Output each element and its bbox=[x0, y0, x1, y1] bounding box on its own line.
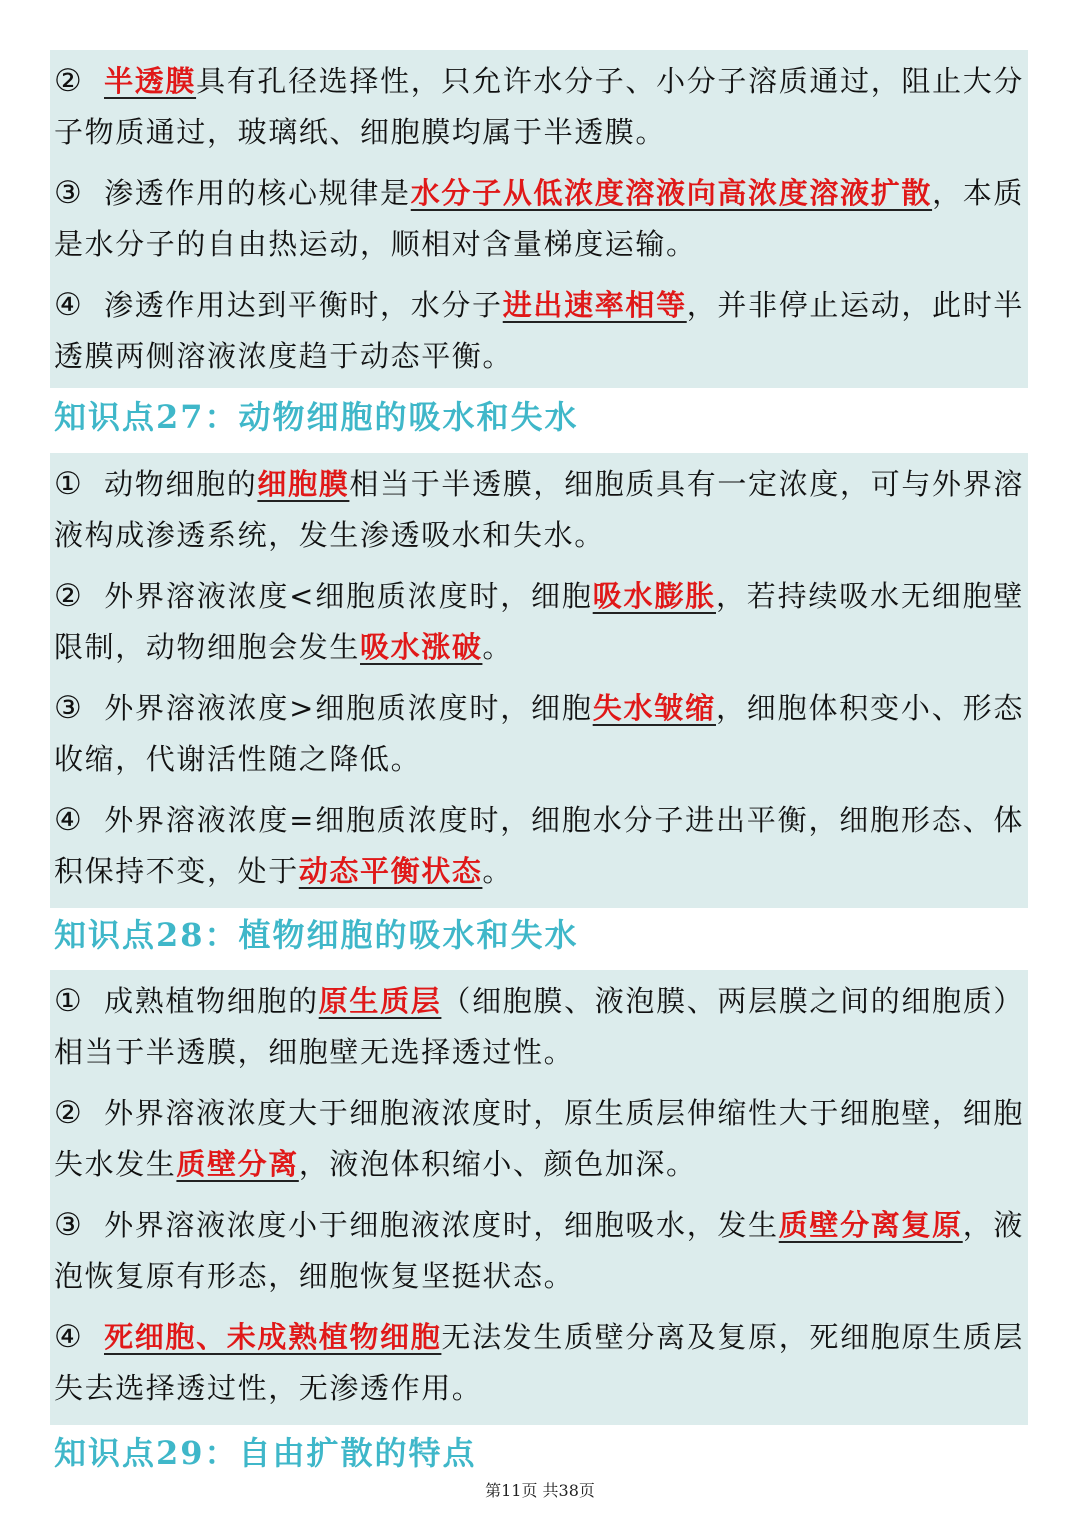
body-text: 具有孔径选择性，只允许水分子、小分子溶质通过，阻止大分子物质通过，玻璃纸、细胞膜均属于半透膜。 bbox=[54, 64, 1024, 149]
list-item bbox=[50, 571, 1028, 673]
body-text: 成熟植物细胞的 bbox=[104, 984, 319, 1018]
highlight-term: 质壁分离复原 bbox=[778, 1208, 963, 1242]
item-number: ② bbox=[54, 578, 84, 614]
list-item bbox=[50, 168, 1028, 270]
knowledge-box-27 bbox=[50, 453, 1028, 908]
item-number: ① bbox=[54, 466, 84, 502]
highlight-term: 半透膜 bbox=[104, 64, 197, 98]
body-text: 外界溶液浓度>细胞质浓度时，细胞 bbox=[104, 691, 593, 725]
knowledge-box-26 bbox=[50, 50, 1028, 388]
item-number: ② bbox=[54, 1095, 84, 1131]
list-item bbox=[50, 459, 1028, 561]
list-item bbox=[50, 1200, 1028, 1302]
body-text: 动物细胞的 bbox=[104, 467, 258, 501]
list-item bbox=[50, 1312, 1028, 1414]
section-heading-27: 知识点27：动物细胞的吸水和失水 bbox=[54, 398, 579, 436]
list-item bbox=[50, 1088, 1028, 1190]
list-item bbox=[50, 976, 1028, 1078]
highlight-term: 进出速率相等 bbox=[502, 288, 687, 322]
highlight-term: 吸水涨破 bbox=[360, 630, 483, 664]
item-number: ④ bbox=[54, 287, 84, 323]
body-text: 外界溶液浓度大于细胞液浓度时，原生质层伸缩性大于细胞壁，细胞失水发生 bbox=[54, 1096, 1024, 1181]
body-text: 外界溶液浓度=细胞质浓度时，细胞水分子进出平衡，细胞形态、体积保持不变，处于 bbox=[54, 803, 1024, 888]
section-heading-28: 知识点28：植物细胞的吸水和失水 bbox=[54, 916, 579, 954]
body-text: 。 bbox=[482, 630, 514, 664]
body-text: ，并非停止运动，此时半透膜两侧溶液浓度趋于动态平衡。 bbox=[54, 288, 1024, 373]
body-text: 渗透作用达到平衡时，水分子 bbox=[104, 288, 503, 322]
knowledge-box-28 bbox=[50, 970, 1028, 1425]
body-text: ，本质是水分子的自由热运动，顺相对含量梯度运输。 bbox=[54, 176, 1024, 261]
item-number: ④ bbox=[54, 802, 84, 838]
body-text: ，若持续吸水无细胞壁限制，动物细胞会发生 bbox=[54, 579, 1024, 664]
body-text: ，细胞体积变小、形态收缩，代谢活性随之降低。 bbox=[54, 691, 1024, 776]
item-number: ④ bbox=[54, 1319, 84, 1355]
highlight-term: 原生质层 bbox=[318, 984, 442, 1018]
body-text: ，液泡体积缩小、颜色加深。 bbox=[298, 1147, 697, 1181]
body-text: ，液泡恢复原有形态，细胞恢复坚挺状态。 bbox=[54, 1208, 1025, 1293]
highlight-term: 水分子从低浓度溶液向高浓度溶液扩散 bbox=[410, 176, 933, 210]
highlight-term: 失水皱缩 bbox=[592, 691, 716, 725]
highlight-term: 细胞膜 bbox=[257, 467, 350, 501]
highlight-term: 质壁分离 bbox=[176, 1147, 299, 1181]
item-number: ③ bbox=[54, 690, 84, 726]
list-item bbox=[50, 795, 1028, 897]
body-text: 外界溶液浓度小于细胞液浓度时，细胞吸水，发生 bbox=[104, 1208, 779, 1242]
list-item bbox=[50, 683, 1028, 785]
list-item bbox=[50, 56, 1028, 158]
list-item bbox=[50, 280, 1028, 382]
highlight-term: 吸水膨胀 bbox=[592, 579, 716, 613]
item-number: ① bbox=[54, 983, 84, 1019]
item-number: ③ bbox=[54, 1207, 84, 1243]
item-number: ② bbox=[54, 63, 84, 99]
body-text: 相当于半透膜，细胞质具有一定浓度，可与外界溶液构成渗透系统，发生渗透吸水和失水。 bbox=[54, 467, 1024, 552]
highlight-term: 死细胞、未成熟植物细胞 bbox=[104, 1320, 442, 1354]
highlight-term: 动态平衡状态 bbox=[298, 854, 483, 888]
page-footer: 第11页 共38页 bbox=[485, 1481, 595, 1500]
body-text: （细胞膜、液泡膜、两层膜之间的细胞质）相当于半透膜，细胞壁无选择透过性。 bbox=[54, 984, 1024, 1069]
body-text: 渗透作用的核心规律是 bbox=[104, 176, 411, 210]
body-text: 无法发生质壁分离及复原，死细胞原生质层失去选择透过性，无渗透作用。 bbox=[54, 1320, 1024, 1405]
body-text: 外界溶液浓度<细胞质浓度时，细胞 bbox=[104, 579, 593, 613]
section-heading-29: 知识点29：自由扩散的特点 bbox=[54, 1434, 477, 1472]
item-number: ③ bbox=[54, 175, 84, 211]
body-text: 。 bbox=[482, 854, 514, 888]
